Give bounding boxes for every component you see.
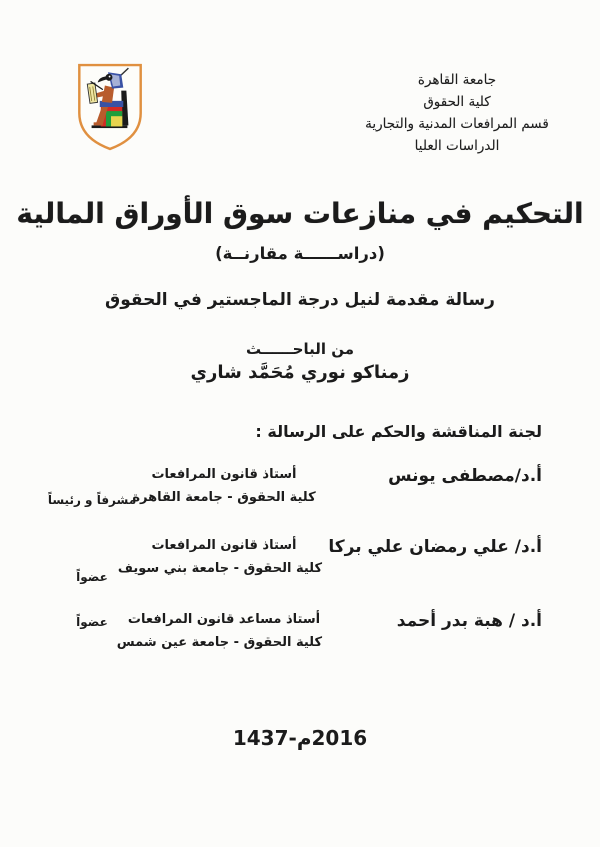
committee-member-titles [126,463,322,509]
committee-member-role: مشرفاً و رئيساً [47,493,137,507]
committee-member-name: أ.د / هبة بدر أحمد [396,611,542,631]
university-name: جامعة القاهرة [417,72,497,88]
member-title-line: أستاذ قانون المرافعات [151,467,297,482]
member-title-line: أستاذ مساعد قانون المرافعات [127,612,321,627]
thesis-subtitle: (دراســــــة مقارنــة) [215,244,385,263]
member-title-line: كلية الحقوق - جامعة بني سويف [117,561,322,576]
faculty-name: كلية الحقوق [423,94,491,110]
researcher-label: من الباحــــــث [246,340,354,358]
scribe-emblem-svg [74,62,146,152]
thesis-title: التحكيم في منازعات سوق الأوراق المالية [16,197,584,230]
year-line: 2016م-1437 [232,726,368,750]
member-title-line: كلية الحقوق - جامعة القاهرة [132,490,316,505]
committee-member-role: عضواً [76,615,108,629]
committee-member-titles [116,608,322,654]
degree-statement: رسالة مقدمة لنيل درجة الماجستير في الحقوق [105,290,495,310]
committee-heading: لجنة المناقشة والحكم على الرسالة : [255,422,542,441]
member-title-line: كلية الحقوق - جامعة عين شمس [116,635,322,650]
institution-header [332,69,582,157]
committee-member-name: أ.د/مصطفى يونس [388,466,542,486]
member-title-line: أستاذ قانون المرافعات [151,538,297,553]
committee-member-role: عضواً [76,570,108,584]
cairo-university-emblem-icon [74,62,146,152]
committee-member-name: أ.د/ علي رمضان علي بركا [328,537,542,557]
committee-member-titles [117,534,322,580]
researcher-name: زمناكو نوري مُحَمَّد شاري [190,362,410,383]
department-name: قسم المرافعات المدنية والتجارية [365,116,549,132]
graduate-studies: الدراسات العليا [414,138,500,154]
